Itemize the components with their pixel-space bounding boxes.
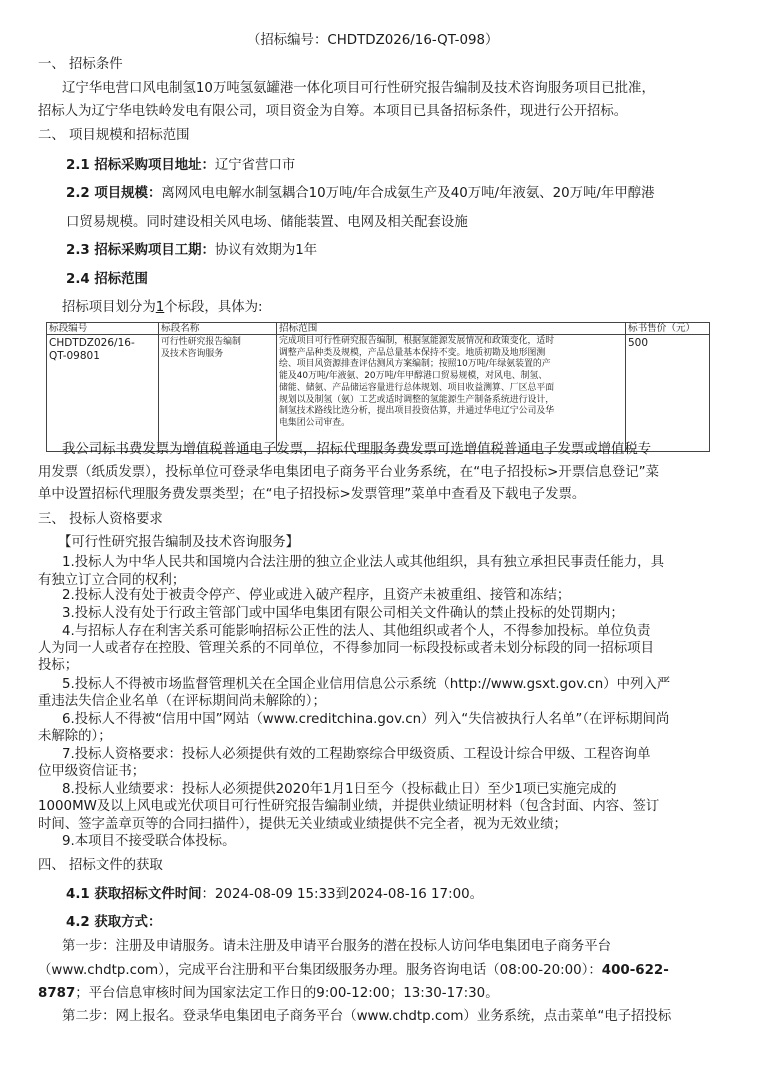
- qualification-4-line-2: 人为同一人或者存在控股、管理关系的不同单位，不得参加同一标段投标或者未划分标段的同一招标项目: [38, 641, 654, 656]
- item-2-3-value: 协议有效期为1年: [214, 243, 318, 258]
- scope-line: 制氢技术路线比选分析，提出项目投资估算，并通过华电辽宁公司及华: [279, 406, 555, 417]
- invoice-line-1: 我公司标书费发票为增值税普通电子发票，招标代理服务费发票可选增值税普通电子发票或增值税专: [62, 442, 652, 457]
- item-2-2-label: 2.2 项目规模：: [66, 186, 162, 201]
- item-2-3-label: 2.3 招标采购项目工期：: [66, 243, 215, 258]
- qualification-3: 3.投标人没有处于行政主管部门或中国华电集团有限公司相关文件确认的禁止投标的处罚期内；: [62, 606, 624, 621]
- step-1-line-3: [38, 985, 499, 1003]
- section-1-paragraph-line-2: 招标人为辽宁华电铁岭发电有限公司，项目资金为自筹。本项目已具备招标条件，现进行公开招标。: [38, 104, 628, 119]
- qualification-2: 2.投标人没有处于被责令停产、停业或进入破产程序，且资产未被重组、接管和冻结；: [62, 588, 571, 603]
- item-2-1-label: 2.1 招标采购项目地址：: [66, 158, 215, 173]
- item-2-2-continuation: 口贸易规模。同时建设相关风电场、储能装置、电网及相关配套设施: [66, 215, 468, 230]
- bid-section-table: [46, 322, 710, 452]
- item-2-1-value: 辽宁省营口市: [214, 158, 296, 173]
- section-4-title: 四、 招标文件的获取: [38, 858, 163, 873]
- scope-line: 绘、项目风资源排查评估测风方案编制；按照10万吨/年绿氨装置的产: [279, 359, 551, 370]
- table-row: [47, 335, 710, 452]
- section-count: 1: [155, 300, 165, 315]
- qualification-5-line-2: 重违法失信企业名单（在评标期间尚未解除的）；: [38, 694, 326, 709]
- step-1-line-2: [38, 962, 669, 980]
- section-3-subtitle: 【可行性研究报告编制及技术咨询服务】: [58, 535, 300, 550]
- section-intro-text-b: 个标段，具体为:: [164, 300, 263, 315]
- header-price: 标书售价（元）: [626, 323, 710, 335]
- qualification-8-line-3: 时间、签字盖章页等的合同扫描件），提供无关业绩或业绩提供不完全者，视为无效业绩；: [38, 817, 567, 832]
- cell-section-code: [47, 335, 159, 452]
- table-header-row: [47, 323, 710, 335]
- qualification-5-line-1: 5.投标人不得被市场监督管理机关在全国企业信用信息公示系统（http://www.gsxt.gov.cn）中列入严: [62, 677, 671, 692]
- step-2-line-1: 第二步：网上报名。登录华电集团电子商务平台（www.chdtp.com）业务系统，点击菜单“电子招投标: [62, 1009, 672, 1024]
- step-1-line-3-text: ；平台信息审核时间为国家法定工作日的9:00-12:00；13:30-17:30。: [75, 986, 499, 1001]
- qualification-9: 9.本项目不接受联合体投标。: [62, 834, 236, 849]
- section-name-line-2: 及技术咨询服务: [161, 348, 224, 359]
- item-4-1-label: 4.1 获取招标文件时间: [66, 887, 202, 902]
- section-3-title: 三、 投标人资格要求: [38, 512, 163, 527]
- cell-scope: [277, 335, 626, 452]
- section-1-paragraph-line-1: 辽宁华电营口风电制氢10万吨氢氨罐港一体化项目可行性研究报告编制及技术咨询服务项目已批准，: [62, 81, 655, 96]
- step-1-line-2-text: （www.chdtp.com），完成平台注册和平台集团级服务办理。服务咨询电话（08:00-20:00）：: [38, 963, 602, 978]
- qualification-1-line-2: 有独立订立合同的权利；: [38, 573, 186, 588]
- item-2-1: [66, 157, 295, 175]
- section-code-line-1: CHDTDZ026/16-: [49, 337, 135, 349]
- item-2-3: [66, 242, 317, 260]
- qualification-8-line-2: 1000MW及以上风电或光伏项目可行性研究报告编制业绩，并提供业绩证明材料（包含封面、内容、签订: [38, 799, 660, 814]
- header-section-name: 标段名称: [159, 323, 277, 335]
- item-4-1: [66, 886, 483, 904]
- item-2-2: [66, 185, 655, 203]
- invoice-line-2: 用发票（纸质发票），投标单位可登录华电集团电子商务平台业务系统，在“电子招投标>开票信息登记”菜: [38, 465, 659, 480]
- qualification-8-line-1: 8.投标人业绩要求：投标人必须提供2020年1月1日至今（投标截止日）至少1项已实施完成的: [62, 782, 617, 797]
- step-1-line-1: 第一步：注册及申请服务。请未注册及申请平台服务的潜在投标人访问华电集团电子商务平台: [62, 939, 612, 954]
- cell-section-name: [159, 335, 277, 452]
- header-section-code: 标段编号: [47, 323, 159, 335]
- qualification-6-line-2: 未解除的）；: [38, 729, 112, 744]
- qualification-1-line-1: 1.投标人为中华人民共和国境内合法注册的独立企业法人或其他组织，具有独立承担民事责任能力，具: [62, 555, 664, 570]
- item-2-2-value: 离网风电电解水制氢耦合10万吨/年合成氨生产及40万吨/年液氨、20万吨/年甲醇港: [161, 186, 655, 201]
- section-2-title: 二、 项目规模和招标范围: [38, 128, 190, 143]
- qualification-6-line-1: 6.投标人不得被“信用中国”网站（www.creditchina.gov.cn）列入“失信被执行人名单”（在评标期间尚: [62, 712, 670, 727]
- header-scope: 招标范围: [277, 323, 626, 335]
- item-2-4-label: 2.4 招标范围: [66, 272, 148, 287]
- scope-line: 完成项目可行性研究报告编制，根据氢能源发展情况和政策变化，适时: [279, 336, 555, 346]
- section-name-line-1: 可行性研究报告编制: [161, 337, 241, 347]
- item-4-1-value: ：2024-08-09 15:33到2024-08-16 17:00。: [201, 887, 484, 902]
- section-intro-text-a: 招标项目划分为: [62, 300, 156, 315]
- invoice-line-3: 单中设置招标代理服务费发票类型；在“电子招投标>发票管理”菜单中查看及下载电子发票。: [38, 487, 586, 502]
- service-phone-part-1: 400-622-: [601, 963, 669, 978]
- tender-number: （招标编号：CHDTDZ026/16-QT-098）: [247, 33, 499, 48]
- qualification-4-line-3: 投标；: [38, 658, 79, 673]
- scope-line: 电集团公司审查。: [279, 417, 350, 428]
- qualification-7-line-2: 位甲级资信证书；: [38, 764, 146, 779]
- scope-line: 储能、储氨、产品储运容量进行总体规划、项目收益测算、厂区总平面: [279, 382, 555, 393]
- service-phone-part-2: 8787: [38, 986, 76, 1001]
- scope-line: 调整产品种类及规模，产品总量基本保持不变。地质初勘及地形图测: [279, 347, 546, 358]
- section-code-line-2: QT-09801: [49, 350, 100, 362]
- section-1-title: 一、 招标条件: [38, 57, 123, 72]
- section-intro: [62, 299, 263, 317]
- qualification-7-line-1: 7.投标人资格要求：投标人必须提供有效的工程勘察综合甲级资质、工程设计综合甲级、工程咨询单: [62, 747, 651, 762]
- cell-price: 500: [626, 335, 710, 452]
- scope-line: 能及40万吨/年液氨、20万吨/年甲醇港口贸易规模，对风电、制氢、: [279, 371, 548, 382]
- scope-line: 规划以及制氢（氨）工艺或适时调整的氢能源生产制备系统进行设计，: [279, 394, 555, 405]
- qualification-4-line-1: 4.与招标人存在利害关系可能影响招标公正性的法人、其他组织或者个人，不得参加投标。单位负责: [62, 624, 651, 639]
- item-4-2-label: 4.2 获取方式：: [66, 915, 162, 930]
